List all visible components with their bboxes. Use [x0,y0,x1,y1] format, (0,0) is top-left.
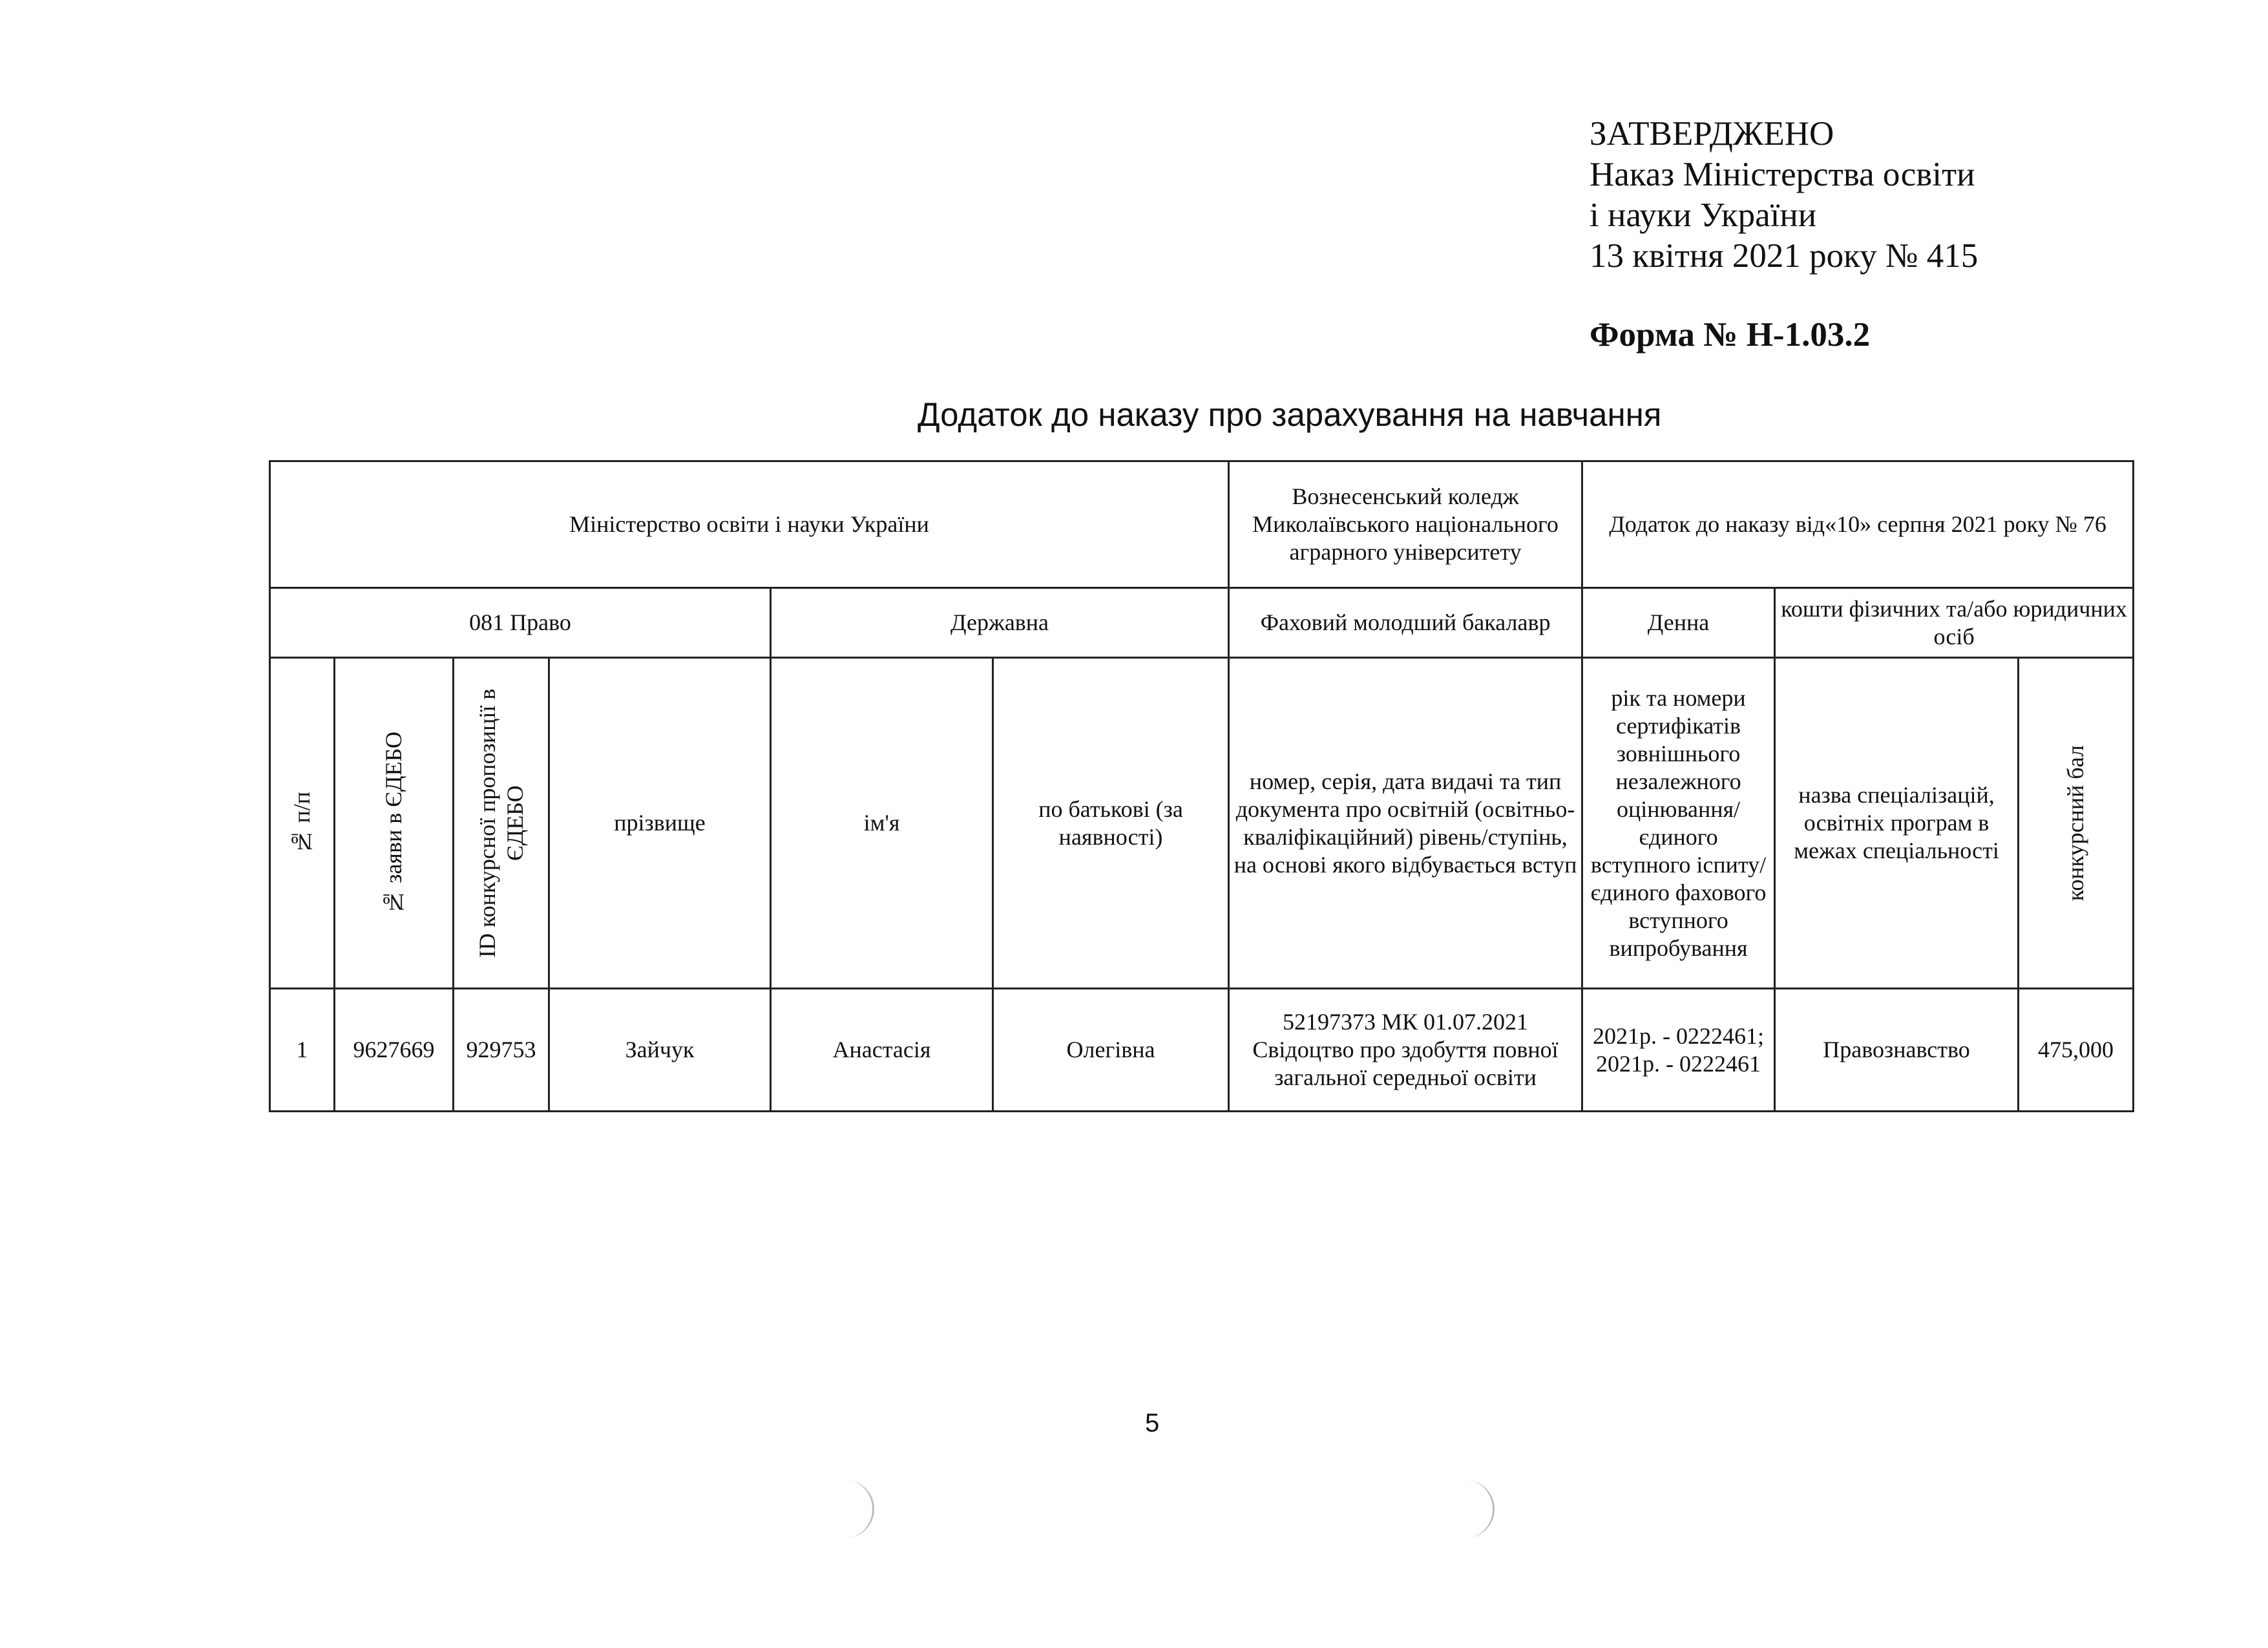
ministry-cell: Міністерство освіти і науки України [270,461,1229,588]
col-offer-id-label: ID конкурсної пропозиції в ЄДЕБО [474,688,528,958]
document-title: Додаток до наказу про зарахування на навчання [918,396,1662,433]
row-num: 1 [270,989,335,1112]
header-row-1 [270,461,2134,588]
row-surname: Зайчук [549,989,771,1112]
study-form-cell: Денна [1582,588,1775,658]
degree-cell: Фаховий молодший бакалавр [1229,588,1582,658]
col-patronymic-header: по батькові (за наявності) [993,658,1229,989]
row-application: 9627669 [335,989,454,1112]
approval-line-1: ЗАТВЕРДЖЕНО [1590,115,1834,153]
row-document: 52197373 МК 01.07.2021 Свідоцтво про здобуття повної загальної середньої освіти [1229,989,1582,1112]
col-application-header [335,658,454,989]
row-patronymic: Олегівна [993,989,1229,1112]
col-num-label: № п/п [289,791,315,855]
institution-cell: Вознесенський коледж Миколаївського національного аграрного університету [1229,461,1582,588]
header-row-2 [270,588,2134,658]
punch-mark-left [834,1480,874,1538]
col-application-label: № заяви в ЄДЕБО [381,731,406,915]
row-offer-id: 929753 [454,989,549,1112]
col-surname-header: прізвище [549,658,771,989]
row-certificates: 2021р. - 0222461; 2021р. - 0222461 [1582,989,1775,1112]
col-score-label: конкурсний бал [2063,745,2089,902]
order-ref-cell: Додаток до наказу від«10» серпня 2021 року № 76 [1582,461,2134,588]
col-document-header: номер, серія, дата видачі та тип документа про освітній (освітньо-кваліфікаційний) рівень/ступінь, на основі якого відбувається вступ [1229,658,1582,989]
col-specialization-header: назва спеціалізацій, освітніх програм в межах спеціальності [1775,658,2019,989]
column-header-row [270,658,2134,989]
row-specialization: Правознавство [1775,989,2019,1112]
col-score-header [2019,658,2134,989]
enrollment-table [269,460,2134,1112]
approval-block [1590,114,1978,277]
col-certificates-header: рік та номери сертифікатів зовнішнього незалежного оцінювання/ єдиного вступного іспиту/ єдиного фахового вступного випробування [1582,658,1775,989]
row-score: 475,000 [2019,989,2134,1112]
ownership-cell: Державна [771,588,1229,658]
page-number: 5 [1145,1409,1160,1437]
table-row [270,989,2134,1112]
funding-cell: кошти фізичних та/або юридичних осіб [1775,588,2134,658]
approval-line-2: Наказ Міністерства освіти [1590,156,1975,193]
form-number: Форма № Н-1.03.2 [1590,316,1871,354]
col-name-header: ім'я [771,658,993,989]
col-offer-id-header [454,658,549,989]
punch-mark-right [1454,1480,1495,1538]
specialty-cell: 081 Право [270,588,771,658]
row-name: Анастасія [771,989,993,1112]
approval-line-3: і науки України [1590,196,1817,234]
approval-line-4: 13 квітня 2021 року № 415 [1590,237,1979,275]
col-num-header [270,658,335,989]
